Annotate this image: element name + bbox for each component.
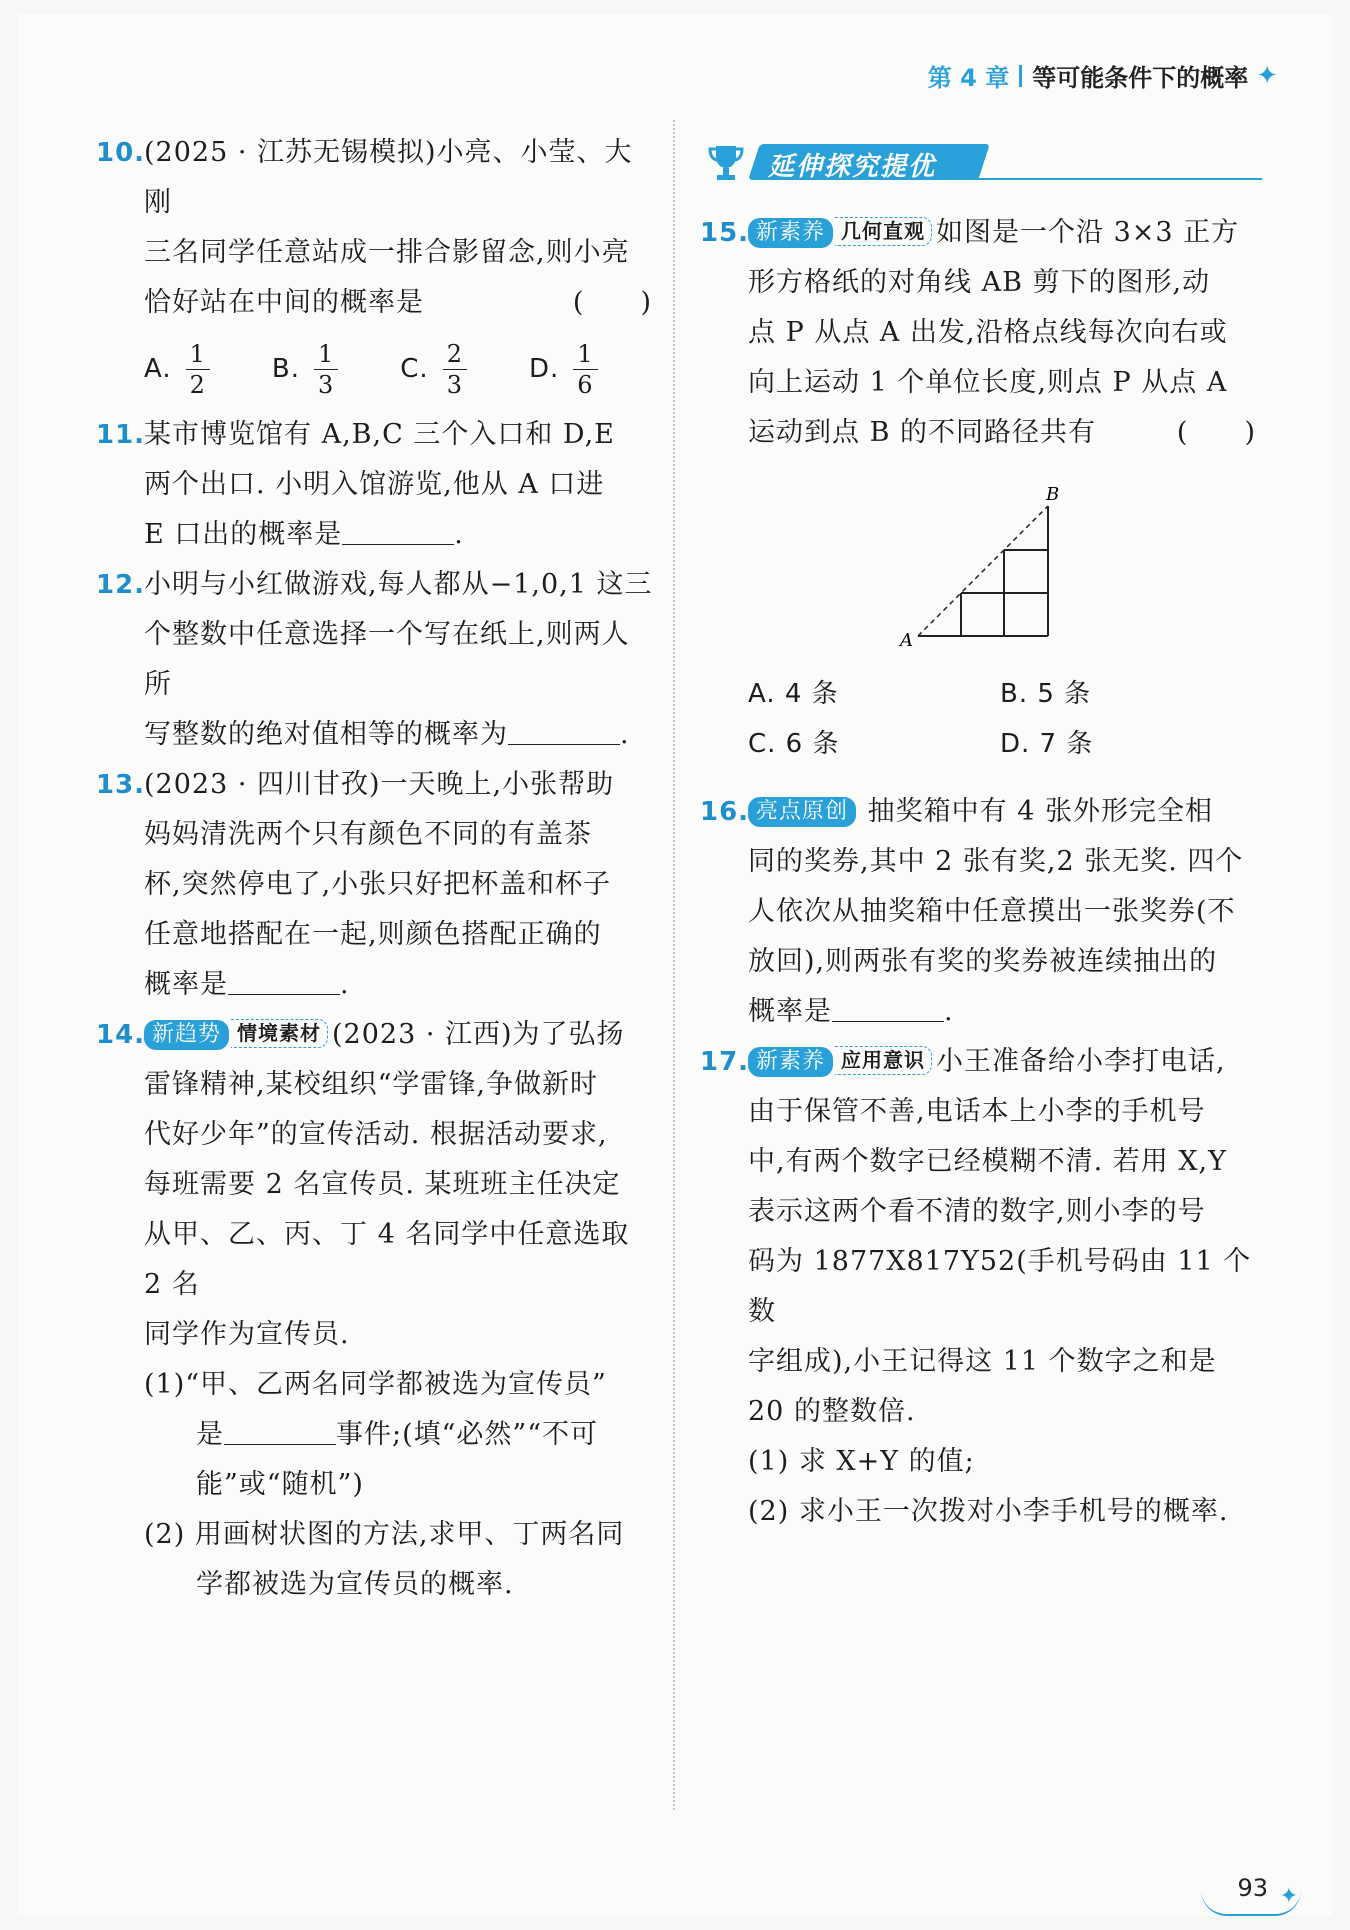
problem-line (144, 1010, 656, 1060)
answer-blank[interactable] (342, 514, 454, 545)
problem-line (144, 510, 656, 560)
line-text: 事件;(填“必然”“不可 (336, 1419, 599, 1450)
sparkle-icon: ✦ (1279, 1884, 1298, 1909)
problem-line: 同学作为宣传员. (144, 1319, 350, 1350)
line-text: 概率是 (144, 969, 228, 1000)
sparkle-icon: ✦ (1256, 60, 1278, 91)
problem-line (144, 278, 656, 328)
original-badge: 亮点原创 (748, 797, 856, 827)
problem-line: 人依次从抽奖箱中任意摸出一张奖券(不 (748, 896, 1236, 927)
grid-figure (898, 466, 1098, 652)
denominator: 2 (189, 370, 206, 399)
options-row (748, 719, 1260, 769)
problem-line: 表示这两个看不清的数字,则小李的号 (748, 1196, 1206, 1227)
problem-12 (96, 560, 656, 760)
option-label: D. (528, 354, 560, 384)
numerator: 1 (314, 339, 338, 370)
section-title: 延伸探究提优 (768, 152, 937, 182)
sub-line (196, 1410, 656, 1460)
problem-line: 向上运动 1 个单位长度,则点 P 从点 A (748, 367, 1228, 398)
page-number (1237, 1874, 1298, 1909)
sub-question-2 (144, 1510, 656, 1610)
problem-15 (700, 208, 1260, 769)
problem-number: 13. (96, 770, 146, 800)
period: . (454, 519, 464, 550)
banner-rule (946, 178, 1262, 180)
option-b[interactable]: B. 5 条 (1000, 679, 1092, 709)
problem-line: 中,有两个数字已经模糊不清. 若用 X,Y (748, 1146, 1227, 1177)
problem-line (748, 408, 1260, 458)
problem-line: (2025 · 江苏无锡模拟)小亮、小莹、大刚 (144, 137, 633, 218)
line-text: 写整数的绝对值相等的概率为 (144, 719, 508, 750)
problem-13 (96, 760, 656, 1010)
problem-line (748, 1037, 1260, 1087)
context-tag: 情境素材 (231, 1019, 328, 1048)
trophy-icon (706, 142, 746, 184)
period: . (620, 719, 630, 750)
line-text: E 口出的概率是 (144, 519, 343, 550)
numerator: 1 (186, 339, 210, 370)
problem-line (748, 987, 1260, 1037)
option-c[interactable]: C. 6 条 (748, 729, 840, 759)
option-label: C. (400, 354, 429, 384)
option-a[interactable]: A. 4 条 (748, 679, 839, 709)
problem-number: 15. (700, 218, 750, 248)
answer-blank[interactable] (832, 991, 944, 1022)
fraction (314, 339, 338, 400)
right-column (700, 208, 1260, 1537)
numerator: 1 (573, 339, 597, 370)
answer-blank[interactable] (228, 964, 340, 995)
trend-badge: 新趋势 (144, 1020, 229, 1050)
problem-line: 点 P 从点 A 出发,沿格点线每次向右或 (748, 317, 1228, 348)
numerator: 2 (443, 339, 467, 370)
problem-line: 放回),则两张有奖的奖券被连续抽出的 (748, 946, 1218, 977)
problem-line: 某市博览馆有 A,B,C 三个入口和 D,E (144, 419, 615, 450)
options-row (144, 328, 656, 410)
fraction (186, 339, 210, 400)
problem-line: 20 的整数倍. (748, 1396, 916, 1427)
period: . (340, 969, 350, 1000)
left-column (96, 128, 656, 1610)
chapter-title: 等可能条件下的概率 (1032, 64, 1249, 92)
problem-line: 三名同学任意站成一排合影留念,则小亮 (144, 237, 630, 268)
problem-line (748, 208, 1260, 258)
problem-line (144, 710, 656, 760)
section-banner (706, 140, 1262, 184)
problem-line: 杯,突然停电了,小张只好把杯盖和杯子 (144, 869, 612, 900)
problem-line (144, 960, 656, 1010)
point-a-label: A (900, 630, 914, 651)
answer-bracket: ( ) (1176, 417, 1256, 448)
problem-line: 代好少年”的宣传活动. 根据活动要求, (144, 1119, 608, 1150)
options-row (748, 669, 1260, 719)
skill-tag: 几何直观 (835, 217, 932, 246)
problem-line: 形方格纸的对角线 AB 剪下的图形,动 (748, 267, 1211, 298)
problem-number: 10. (96, 138, 146, 168)
page-number-text: 93 (1237, 1874, 1268, 1902)
option-a[interactable] (144, 339, 210, 400)
line-text: (2023 · 江西)为了弘扬 (332, 1019, 625, 1050)
line-text: 是 (196, 1419, 224, 1450)
sub-question-2: (2) 求小王一次拨对小李手机号的概率. (748, 1496, 1229, 1527)
problem-line: 从甲、乙、丙、丁 4 名同学中任意选取 2 名 (144, 1219, 630, 1300)
problem-line: 妈妈清洗两个只有颜色不同的有盖茶 (144, 819, 592, 850)
problem-number: 16. (700, 797, 750, 827)
line-text: 抽奖箱中有 4 张外形完全相 (867, 796, 1213, 827)
problem-line: 任意地搭配在一起,则颜色搭配正确的 (144, 919, 602, 950)
literacy-badge: 新素养 (748, 218, 833, 248)
problem-line: 每班需要 2 名宣传员. 某班班主任决定 (144, 1169, 621, 1200)
sub-line: 能”或“随机”) (196, 1469, 364, 1500)
problem-line: (2023 · 四川甘孜)一天晚上,小张帮助 (144, 769, 615, 800)
answer-blank[interactable] (224, 1414, 336, 1445)
line-text: 如图是一个沿 3×3 正方 (936, 217, 1240, 248)
problem-line: 同的奖券,其中 2 张有奖,2 张无奖. 四个 (748, 846, 1244, 877)
problem-line: 个整数中任意选择一个写在纸上,则两人所 (144, 619, 630, 700)
fraction (443, 339, 467, 400)
literacy-badge: 新素养 (748, 1047, 833, 1077)
sub-line: (2) 用画树状图的方法,求甲、丁两名同 (144, 1519, 625, 1550)
problem-line: 两个出口. 小明入馆游览,他从 A 口进 (144, 469, 605, 500)
fraction (573, 339, 597, 400)
option-c[interactable] (400, 339, 467, 400)
sub-line: (1)“甲、乙两名同学都被选为宣传员” (144, 1369, 607, 1400)
problem-11 (96, 410, 656, 560)
answer-bracket: ( ) (572, 287, 652, 318)
point-b-label: B (1046, 484, 1061, 505)
line-text: 小王准备给小李打电话, (936, 1046, 1226, 1077)
problem-number: 11. (96, 420, 146, 450)
problem-line (748, 787, 1260, 837)
header-divider (1019, 65, 1022, 87)
denominator: 3 (446, 370, 463, 399)
line-text: 概率是 (748, 996, 832, 1027)
problem-17 (700, 1037, 1260, 1537)
period: . (944, 996, 954, 1027)
sub-question-1 (144, 1360, 656, 1510)
denominator: 3 (317, 370, 335, 399)
line-text: 恰好站在中间的概率是 (144, 287, 424, 318)
option-d[interactable]: D. 7 条 (1000, 729, 1094, 759)
option-label: B. (271, 354, 300, 384)
sub-question-1: (1) 求 X+Y 的值; (748, 1446, 975, 1477)
answer-blank[interactable] (508, 714, 620, 745)
problem-number: 14. (96, 1020, 146, 1050)
problem-16 (700, 787, 1260, 1037)
sub-line: 学都被选为宣传员的概率. (196, 1569, 514, 1600)
option-d[interactable] (529, 339, 598, 400)
problem-10 (96, 128, 656, 410)
problem-number: 12. (96, 570, 146, 600)
skill-tag: 应用意识 (835, 1046, 932, 1075)
chapter-label: 第 4 章 (927, 64, 1010, 92)
option-label: A. (144, 354, 172, 384)
page-header (928, 58, 1278, 93)
column-divider (673, 120, 675, 1810)
problem-line: 由于保管不善,电话本上小李的手机号 (748, 1096, 1206, 1127)
problem-14 (96, 1010, 656, 1610)
line-text: 运动到点 B 的不同路径共有 (748, 417, 1097, 448)
denominator: 6 (577, 370, 594, 399)
problem-number: 17. (700, 1047, 750, 1077)
option-b[interactable] (272, 339, 338, 400)
problem-line: 码为 1877X817Y52(手机号码由 11 个数 (748, 1246, 1252, 1327)
problem-line: 字组成),小王记得这 11 个数字之和是 (748, 1346, 1217, 1377)
problem-line: 雷锋精神,某校组织“学雷锋,争做新时 (144, 1069, 598, 1100)
problem-line: 小明与小红做游戏,每人都从−1,0,1 这三 (144, 569, 653, 600)
